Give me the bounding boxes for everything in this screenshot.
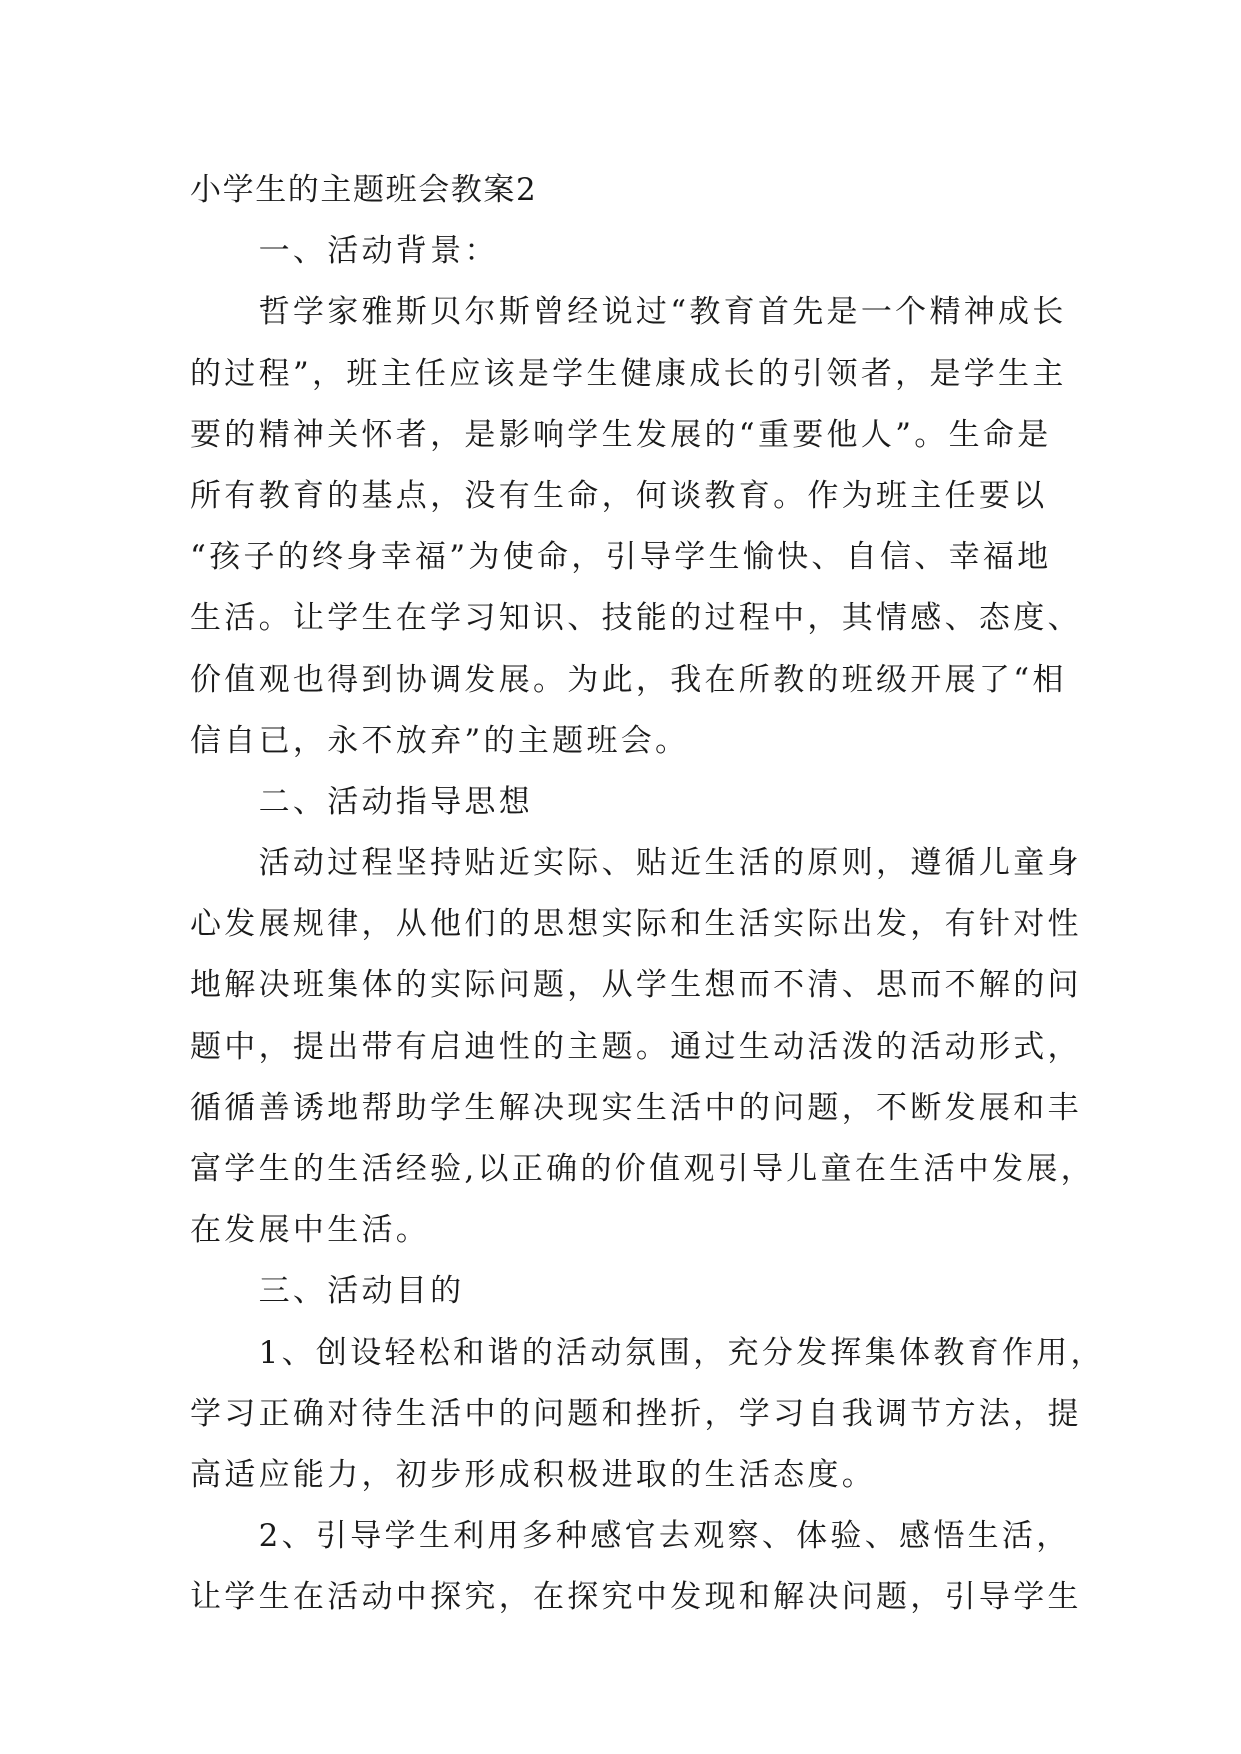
document-title: 小学生的主题班会教案2 xyxy=(190,172,538,208)
paragraph-line: 价值观也得到协调发展。为此，我在所教的班级开展了“相 xyxy=(190,661,1067,698)
paragraph-line: 让学生在活动中探究，在探究中发现和解决问题，引导学生 xyxy=(190,1579,1082,1616)
paragraph-line: 学习正确对待生活中的问题和挫折，学习自我调节方法，提 xyxy=(190,1395,1082,1432)
section-heading-background: 一、活动背景： xyxy=(190,233,499,270)
paragraph-line: 2、引导学生利用多种感官去观察、体验、感悟生活， xyxy=(190,1518,1071,1555)
paragraph-line: 生活。让学生在学习知识、技能的过程中，其情感、态度、 xyxy=(190,600,1082,637)
paragraph-line: 心发展规律，从他们的思想实际和生活实际出发，有针对性 xyxy=(190,906,1082,943)
section-heading-guiding-idea: 二、活动指导思想 xyxy=(190,783,533,820)
paragraph-line: 题中，提出带有启迪性的主题。通过生动活泼的活动形式， xyxy=(190,1028,1082,1065)
paragraph-line: 地解决班集体的实际问题，从学生想而不清、思而不解的问 xyxy=(190,967,1082,1004)
paragraph-line: “孩子的终身幸福”为使命，引导学生愉快、自信、幸福地 xyxy=(190,539,1052,576)
paragraph-line: 所有教育的基点，没有生命，何谈教育。作为班主任要以 xyxy=(190,477,1048,514)
paragraph-line: 信自已，永不放弃”的主题班会。 xyxy=(190,722,690,759)
paragraph-line: 的过程”，班主任应该是学生健康成长的引领者，是学生主 xyxy=(190,355,1067,392)
paragraph-line: 要的精神关怀者，是影响学生发展的“重要他人”。生命是 xyxy=(190,416,1052,453)
document-body xyxy=(190,160,1105,1629)
paragraph-line: 在发展中生活。 xyxy=(190,1212,431,1249)
paragraph-line: 高适应能力，初步形成积极进取的生活态度。 xyxy=(190,1456,876,1493)
paragraph-line: 活动过程坚持贴近实际、贴近生活的原则，遵循儿童身 xyxy=(190,845,1082,882)
paragraph-line: 循循善诱地帮助学生解决现实生活中的问题，不断发展和丰 xyxy=(190,1089,1082,1126)
paragraph-line: 富学生的生活经验,以正确的价值观引导儿童在生活中发展， xyxy=(190,1151,1095,1187)
paragraph-line: 哲学家雅斯贝尔斯曾经说过“教育首先是一个精神成长 xyxy=(190,294,1067,331)
paragraph-line: 1、创设轻松和谐的活动氛围，充分发挥集体教育作用， xyxy=(190,1334,1105,1371)
section-heading-purpose: 三、活动目的 xyxy=(190,1273,465,1310)
